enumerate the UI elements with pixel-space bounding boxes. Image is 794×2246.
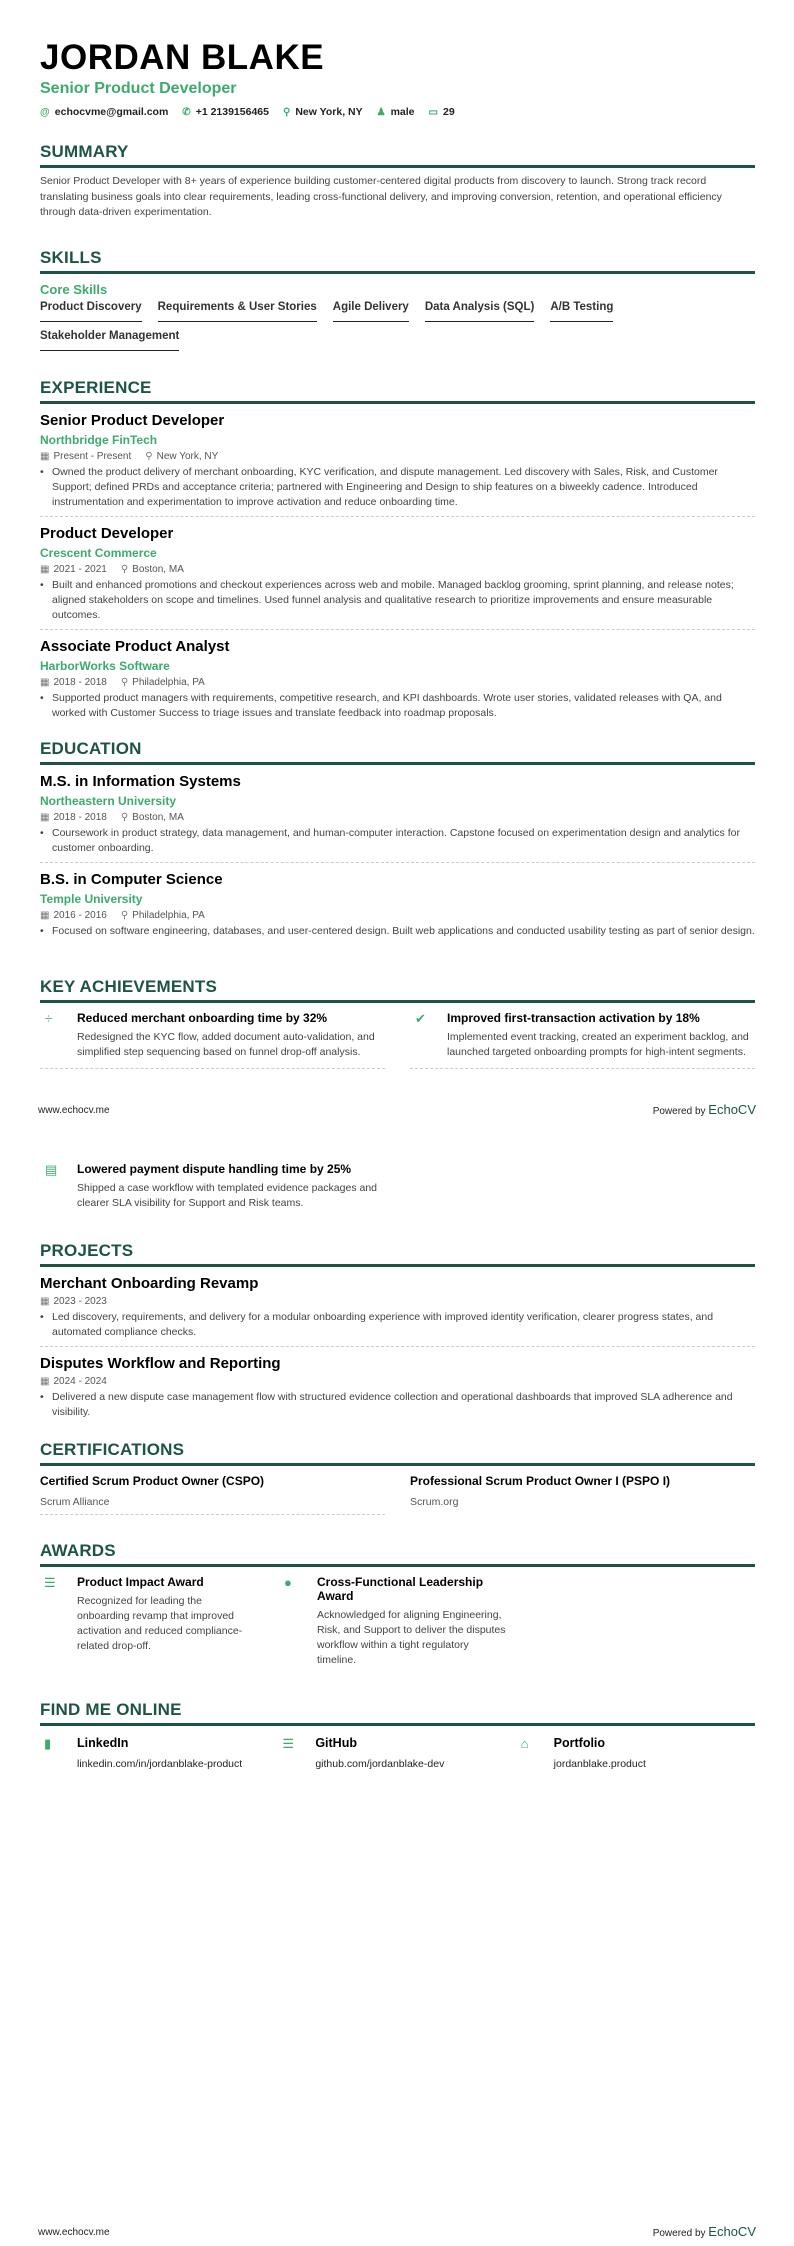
entry [40,1355,755,1426]
calendar-icon: ▦ [40,910,50,921]
bullet-text: Built and enhanced promotions and checkout experiences across web and mobile. Managed backlog grooming, sprint planning, and release notes; aligned stakeholders on scope and timelines. Used funnel analysis and qualitative research to prioritize improvements and ensure measurable outcomes. [52,579,734,621]
entry-location: Philadelphia, PA [132,677,205,688]
skill-item: Product Discovery [40,301,142,322]
award-title: Product Impact Award [77,1575,204,1589]
certification-item [410,1474,755,1515]
link-title: LinkedIn [77,1736,129,1750]
calendar-icon: ▦ [40,564,50,575]
bullet-text: Focused on software engineering, databases, and user-centered design. Built web applications and conducted usability testing as part of senior design. [52,925,755,937]
location-icon: ⚲ [120,910,129,921]
location: New York, NY [295,106,363,118]
section-heading: SUMMARY [40,142,755,168]
archive-icon: ▤ [45,1162,58,1177]
bullet-text: Supported product managers with requirements, competitive research, and KPI dashboards. Wrote user stories, validated releases with QA, and worked with Customer Success to triage issues and translate feedback into roadmap proposals. [52,692,722,719]
location-icon: ⚲ [145,451,153,462]
entry [40,412,755,517]
entry-location: Boston, MA [132,812,184,823]
entry-organization: HarborWorks Software [40,659,170,673]
bullet-text: Owned the product delivery of merchant onboarding, KYC verification, and dispute management. Led discovery with Sales, Risk, and Customer Support; defined PRDs and acceptance criteria; partnered with Engineering and Design to ship features on a biweekly cadence. Introduced instrumentation and experimentation to improve activation and reduce onboarding time. [52,466,718,508]
certifications-section [40,1440,755,1515]
entry [40,1275,755,1347]
email-icon: @ [40,107,50,118]
calendar-icon: ▦ [40,1296,50,1307]
achievement-item [410,1011,755,1069]
calendar-icon: ▦ [40,451,50,462]
link-title: Portfolio [553,1736,606,1750]
entry-bullet: • Focused on software engineering, databases, and user-centered design. Built web applications and conducted usability testing as part of senior design. [40,925,755,937]
location-icon: ⚲ [120,564,129,575]
skill-item: Stakeholder Management [40,330,179,351]
candidate-name: JORDAN BLAKE [40,38,325,77]
entry-organization: Crescent Commerce [40,546,157,560]
chat-bubble-icon: ● [284,1575,292,1590]
achievement-item [40,1011,385,1069]
entry-dates: 2023 - 2023 [53,1296,107,1307]
link-url[interactable]: jordanblake.product [553,1758,646,1770]
entry-location: New York, NY [156,451,219,462]
entry-bullet: • Led discovery, requirements, and delivery for a modular onboarding experience with improved identity verification, clearer progress states, and automated compliance checks. [40,1310,755,1340]
contact-line [40,106,755,118]
award-title: Cross-Functional Leadership Award [317,1575,484,1603]
skill-item: A/B Testing [550,301,613,322]
bank-icon: ⌂ [520,1736,529,1751]
section-heading: CERTIFICATIONS [40,1440,755,1466]
bullet-text: Delivered a new dispute case management flow with structured evidence collection and operational dashboards that improved SLA adherence and visibility. [52,1391,733,1418]
candidate-title: Senior Product Developer [40,80,237,97]
entry-organization: Temple University [40,892,143,906]
entry [40,638,755,727]
certification-item [40,1474,385,1515]
entry-title: B.S. in Computer Science [40,871,223,888]
powered-by-label: Powered by [652,1106,706,1117]
bullet-text: Coursework in product strategy, data management, and human-computer interaction. Capstone focused on experimentation design and analytics for customer onboarding. [52,827,740,854]
awards-section [40,1541,755,1668]
entry-meta [40,564,755,575]
link-url[interactable]: github.com/jordanblake-dev [315,1758,445,1770]
location-icon: ⚲ [120,812,129,823]
entry [40,871,755,945]
achievement-item [40,1162,385,1219]
document-plus-icon: ▮ [44,1736,52,1751]
entry-title: Product Developer [40,525,174,542]
check-circle-icon: ✔ [415,1011,426,1026]
skill-list [40,301,755,351]
footer-site[interactable]: www.echocv.me [38,2227,110,2238]
location-icon: ⚲ [282,107,291,118]
entry-title: Merchant Onboarding Revamp [40,1275,259,1292]
award-item [280,1575,520,1668]
brand-logo: EchoCV [708,2224,756,2239]
entry-bullet: • Coursework in product strategy, data management, and human-computer interaction. Capstone focused on experimentation design and analytics for customer onboarding. [40,826,755,856]
achievement-title: Improved first-transaction activation by 18% [447,1011,700,1025]
entry-meta [40,451,755,462]
bullet-text: Led discovery, requirements, and delivery for a modular onboarding experience with improved identity verification, clearer progress states, and automated compliance checks. [52,1311,714,1338]
entry-dates: 2021 - 2021 [53,564,107,575]
entry-title: Disputes Workflow and Reporting [40,1355,281,1372]
online-link-portfolio[interactable] [517,1736,755,1770]
entry-meta [40,910,755,921]
section-heading: KEY ACHIEVEMENTS [40,977,755,1003]
powered-by-label: Powered by [652,2228,706,2239]
entry-organization: Northeastern University [40,794,177,808]
skill-group-title: Core Skills [40,282,108,297]
section-heading: AWARDS [40,1541,755,1567]
achievement-title: Reduced merchant onboarding time by 32% [77,1011,328,1025]
entry-bullet: • Supported product managers with requirements, competitive research, and KPI dashboards. Wrote user stories, validated releases with QA, and worked with Customer Success to triage issues and translate feedback into roadmap proposals. [40,691,755,721]
footer-powered [653,1102,756,1117]
entry-meta [40,812,755,823]
person-icon: ♟ [376,107,386,118]
achievement-text: Implemented event tracking, created an experiment backlog, and launched targeted onboarding prompts for high-intent segments. [447,1031,749,1058]
calendar-icon: ▦ [40,1376,50,1387]
entry-title: M.S. in Information Systems [40,773,241,790]
divide-icon: ÷ [45,1011,53,1026]
menu-icon: ☰ [282,1736,294,1751]
entry-bullet: • Owned the product delivery of merchant onboarding, KYC verification, and dispute management. Led discovery with Sales, Risk, and Customer Support; defined PRDs and acceptance criteria; partnered with Engineering and Design to ship features on a biweekly cadence. Introduced instrumentation and experimentation to improve activation and reduce onboarding time. [40,465,755,510]
certification-title: Professional Scrum Product Owner I (PSPO I) [410,1474,671,1488]
entry-dates: 2024 - 2024 [53,1376,107,1387]
achievement-title: Lowered payment dispute handling time by 25% [77,1162,352,1176]
phone[interactable]: +1 2139156465 [195,106,269,118]
brand-logo: EchoCV [708,1102,756,1117]
skill-item: Requirements & User Stories [158,301,317,322]
section-heading: PROJECTS [40,1241,755,1267]
calendar-icon: ▭ [428,107,438,118]
entry-dates: 2018 - 2018 [53,677,107,688]
summary-section [40,142,755,221]
projects-section [40,1241,755,1426]
achievements-continued [40,1162,755,1219]
header [40,38,755,118]
entry-organization: Northbridge FinTech [40,433,158,447]
email[interactable]: echocvme@gmail.com [54,106,169,118]
entry-dates: 2016 - 2016 [53,910,107,921]
entry-dates: 2018 - 2018 [53,812,107,823]
achievements-section [40,977,755,1069]
section-heading: EXPERIENCE [40,378,755,404]
entry-title: Senior Product Developer [40,412,225,429]
award-text: Recognized for leading the onboarding revamp that improved activation and reduced compliance-related drop-off. [77,1595,243,1652]
entry-location: Boston, MA [132,564,184,575]
entry [40,525,755,630]
calendar-icon: ▦ [40,812,50,823]
section-heading: SKILLS [40,248,755,274]
link-url[interactable]: linkedin.com/in/jordanblake-product [77,1758,243,1770]
gender: male [390,106,415,118]
skill-item: Agile Delivery [333,301,409,322]
entry-meta [40,1296,755,1307]
award-text: Acknowledged for aligning Engineering, Risk, and Support to deliver the disputes workflow within a tight regulatory timeline. [317,1609,506,1666]
summary-text: Senior Product Developer with 8+ years of experience building customer-centered digital products from discovery to launch. Strong track record translating business goals into clear requirements, leading cross-functional delivery, and improving conversion, retention, and operational efficiency through data-driven experimentation. [40,175,722,218]
certification-issuer: Scrum.org [410,1496,459,1508]
entry-meta [40,677,755,688]
entry-title: Associate Product Analyst [40,638,230,655]
online-link-github[interactable] [278,1736,516,1770]
certification-issuer: Scrum Alliance [40,1496,110,1508]
skill-item: Data Analysis (SQL) [425,301,535,322]
section-heading: FIND ME ONLINE [40,1700,755,1726]
award-item [40,1575,280,1668]
experience-section [40,378,755,727]
entry [40,773,755,863]
footer-site[interactable]: www.echocv.me [38,1105,110,1116]
achievement-text: Redesigned the KYC flow, added document auto-validation, and simplified step sequencing based on funnel drop-off analysis. [77,1031,375,1058]
location-icon: ⚲ [120,677,129,688]
education-section [40,739,755,945]
certification-title: Certified Scrum Product Owner (CSPO) [40,1474,265,1488]
online-link-linkedin[interactable] [40,1736,278,1770]
entry-dates: Present - Present [53,451,132,462]
list-icon: ☰ [44,1575,56,1590]
link-title: GitHub [315,1736,357,1750]
calendar-icon: ▦ [40,677,50,688]
skills-section [40,248,755,351]
entry-bullet: • Delivered a new dispute case management flow with structured evidence collection and operational dashboards that improved SLA adherence and visibility. [40,1390,755,1420]
age: 29 [442,106,455,118]
entry-meta [40,1376,755,1387]
section-heading: EDUCATION [40,739,755,765]
footer-powered [653,2224,756,2239]
phone-icon: ✆ [182,107,191,118]
entry-location: Philadelphia, PA [132,910,205,921]
achievement-text: Shipped a case workflow with templated evidence packages and clearer SLA visibility for Support and Risk teams. [77,1182,378,1209]
online-section [40,1700,755,1770]
entry-bullet: • Built and enhanced promotions and checkout experiences across web and mobile. Managed backlog grooming, sprint planning, and release notes; aligned stakeholders on scope and timelines. Used funnel analysis and qualitative research to prioritize improvements and ensure measurable outcomes. [40,578,755,623]
